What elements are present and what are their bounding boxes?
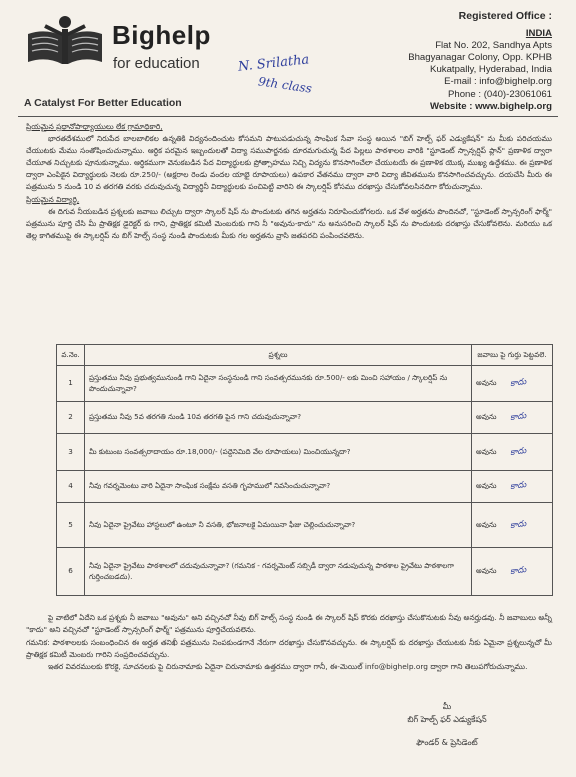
answer-no-marked[interactable]: కాదు	[509, 518, 527, 531]
salutation-headmaster: ప్రియమైన ప్రధానోపాధ్యాయులు లేక గ్రామాధికారి,	[26, 122, 163, 131]
answer-yes[interactable]: అవును	[476, 519, 497, 529]
contact-paragraph: ఇతర వివరములకు కొరకై, సూచనలకు పై చిరునామాకు ఏదైనా చిరునామాకు ఉత్తరము ద్వారా గానీ, ఈ-మెయిల్ info@bighelp.org ద్వారా గాని తెలుపగోరుచున్నాము.	[48, 662, 528, 672]
eligibility-questions-table	[56, 344, 553, 596]
brand-name: Bighelp	[112, 20, 211, 50]
answer-cell	[472, 471, 553, 503]
eligibility-note: పై వాటిలో ఏదేని ఒక ప్రశ్నకు నీ జవాబు "అవును" అని వచ్చినచో నీవు బిగ్ హెల్ప్ సంస్థ నుండి ఈ స్కాలర్ షిప్ కొరకు దరఖాస్తు చేసుకొనుటకు నీవు అనర్హుడవు. నీ జవాబులు అన్నీ "కాదు" అని వచ్చినచో "స్టూడెంట్ స్పాన్సరింగ్ ఫార్మ్" పత్రమును పూర్తిచేయవలెను.	[26, 613, 552, 635]
answer-yes[interactable]: అవును	[476, 412, 497, 422]
answer-cell	[472, 402, 553, 434]
signature-block	[372, 700, 522, 749]
notice-paragraph: గమనిక: పాఠశాలలకు సంబంధించిన ఈ అర్హత తనిఖీ పత్రమును నింపకుండగానే నేరుగా దరఖాస్తు చేసుకొనవచ్చును. ఈ స్కాలర్షిప్ కు దరఖాస్తు చేయుటకు నీకు ఏమైనా ప్రశ్నలున్నచో మీ ప్రాతిక్షక కమిటీ మెంబరు గారిని సంప్రదించవచ్చును.	[26, 637, 552, 659]
answer-no-marked[interactable]: కాదు	[509, 377, 527, 390]
column-header-number: వ.నెం.	[57, 345, 85, 366]
row-number: 1	[57, 366, 85, 402]
office-address-line: Kukatpally, Hyderabad, India	[430, 64, 552, 76]
question-text: ప్రస్తుతము నీవు 5వ తరగతి నుండి 10వ తరగతి పైన గాని చదువుచున్నావా?	[85, 402, 472, 434]
answer-cell	[472, 366, 553, 402]
answer-yes[interactable]: అవును	[476, 378, 497, 388]
table-row	[57, 434, 553, 471]
answer-cell	[472, 548, 553, 596]
question-text: మీ కుటుంబ సంవత్సరాదాయం రూ.18,000/- (పద్దెనిమిది వేల రూపాయలు) మించియున్నదా?	[85, 434, 472, 471]
office-address-line: Bhagyanagar Colony, Opp. KPHB	[408, 52, 552, 64]
row-number: 5	[57, 503, 85, 548]
row-number: 3	[57, 434, 85, 471]
letter-body	[26, 121, 552, 242]
header-divider	[18, 116, 558, 117]
answer-cell	[472, 503, 553, 548]
question-text: ప్రస్తుతము నీవు ప్రభుత్వమునుండి గాని ఏదైనా సంస్థనుండి గాని సంవత్సరమునకు రూ.500/- లకు మించి సహాయం / స్కాలర్షిప్ ను పొందుచున్నావా?	[85, 366, 472, 402]
intro-paragraph: భారతదేశములో నిరుపేద బాలబాలికల ఉన్నతికి విద్యనందించుట కోసమని పాటుపడుచున్న సాంఘిక సేవా సంస్థ అయిన "బిగ్ హెల్ప్ ఫర్ ఎడ్యుకేషన్" ను మీకు పరిచయము చేయుటకు మేము సంతోషించుచున్నాము. ఆర్థిక పరమైన ఇబ్బందులతో విద్యా సముపార్జనకు దూరమగుచున్న పేద పిల్లలు పాఠశాలల వారికి "స్టూడెంట్ స్పాన్సర్షిప్ ప్లాన్" ప్రణాళిక ద్వారా చేయూత నిచ్చుటకు పూనుకున్నాము. ఆర్థికముగా వెనుకబడిన పేద విద్యార్థులకు ప్రోత్సాహము నిచ్చి విద్యను కొనసాగించేలా చేయుటయే ఈ ప్రణాళిక యొక్క ముఖ్య ఉద్దేశము. ఈ ప్రణాళిక ద్వారా ఎంపికైన విద్యార్థులకు నెలకు రూ.250/- (అక్షరాల రెండు వందల యాభై రూపాయలు) ఉపకార వేతనము ద్వారా వారి విద్యా జీవితమును కొనసాగించవచ్చును. దయచేసి మీరు ఈ పత్రమును 5 నుండి 10 వ తరగతి వరకు చదువుచున్న విద్యార్థినీ విద్యార్థులకు పంచిపెట్టి వారిని ఈ స్కాలర్షిప్ కోసము దరఖాస్తు చేసుకోవలసినదిగా కోరుచున్నాము.	[26, 134, 552, 192]
answer-no-marked[interactable]: కాదు	[509, 411, 527, 424]
signatory-title: ఫౌండర్ & ప్రెసిడెంట్	[416, 738, 478, 747]
handwritten-name: N. Srilatha	[237, 52, 310, 75]
table-header-row	[57, 345, 553, 366]
registered-office-block	[408, 10, 552, 113]
open-book-person-logo-icon	[24, 14, 106, 72]
answer-no-marked[interactable]: కాదు	[509, 480, 527, 493]
answer-no-marked[interactable]: కాదు	[509, 445, 527, 458]
office-label: Registered Office :	[458, 10, 552, 22]
row-number: 6	[57, 548, 85, 596]
table-row	[57, 366, 553, 402]
answer-cell	[472, 434, 553, 471]
office-country: INDIA	[525, 28, 552, 40]
question-text: నీవు ఏదైనా ప్రైవేటు పాఠశాలలో చదువుచున్నావా? (గమనిక - గవర్నమెంట్ సబ్సిడీ ద్వారా నడుపుచున్న పాఠశాల ప్రైవేటు పాఠశాలగా గుర్తించబడదు).	[85, 548, 472, 596]
answer-no-marked[interactable]: కాదు	[509, 565, 527, 578]
table-row	[57, 402, 553, 434]
table-row	[57, 503, 553, 548]
answer-yes[interactable]: అవును	[476, 481, 497, 491]
office-website: Website : www.bighelp.org	[429, 100, 552, 112]
office-address-line: Flat No. 202, Sandhya Apts	[435, 40, 552, 52]
column-header-question: ప్రశ్నలు	[85, 345, 472, 366]
office-email: E-mail : info@bighelp.org	[444, 76, 552, 88]
salutation-student: ప్రియమైన విద్యార్థి,	[26, 194, 80, 204]
table-row	[57, 548, 553, 596]
office-phone: Phone : (040)-23061061	[447, 88, 552, 100]
answer-yes[interactable]: అవును	[476, 446, 497, 456]
question-text: నీవు ఏదైనా ప్రైవేటు హాస్టలులో ఉంటూ నీ వసతి, భోజనాలకై ఏమయినా ఫీజు చెల్లించుచున్నావా?	[85, 503, 472, 548]
column-header-answer: జవాబు పై గుర్తు పెట్టవలె.	[472, 345, 553, 366]
closing-word: మీ	[442, 702, 452, 711]
row-number: 4	[57, 471, 85, 503]
question-text: నీవు గవర్నమెంటు వారి ఏదైనా సాంఘిక సంక్షేమ వసతి గృహములో నివసించుచున్నావా?	[85, 471, 472, 503]
table-row	[57, 471, 553, 503]
closing-section	[26, 612, 552, 673]
answer-yes[interactable]: అవును	[476, 566, 497, 576]
organization-name: బిగ్ హెల్ప్ ఫర్ ఎడ్యుకేషన్	[407, 715, 487, 724]
brand-subtitle: for education	[113, 55, 200, 72]
row-number: 2	[57, 402, 85, 434]
instructions-paragraph: ఈ దిగువ నీయబడిన ప్రశ్నలకు జవాబు లిచ్చుట ద్వారా స్కాలర్ షిప్ ను పొందుటకు తగిన అర్హతను నిరూపించుకోగలరు. ఒక వేళ అర్హతను పొందినచో, "స్టూడెంట్ స్పాన్సరింగ్ ఫార్మ్" పత్రమును పూర్తి చేసి మీ ప్రాతిక్షక డైరెక్టర్ కు గాని, ప్రాతిక్షక కమిటీ మెంబరుకు గాని నీ "అవును-కాదు" ను అనుసరించి స్కాలర్ షిప్ ను పొందుటకు దరఖాస్తు చేసుకోవలెను. మరియు ఒక తెల్ల కాగితముపై ఈ స్కాలర్షిప్ ను బిగ్ హెల్ప్ సంస్థ నుండి పొందుటకు మీకు గల అర్హతను వ్రాసి జతపరచి పంపించవలెను.	[26, 206, 552, 240]
handwritten-class: 9th class	[257, 74, 313, 96]
tagline: A Catalyst For Better Education	[24, 97, 182, 109]
